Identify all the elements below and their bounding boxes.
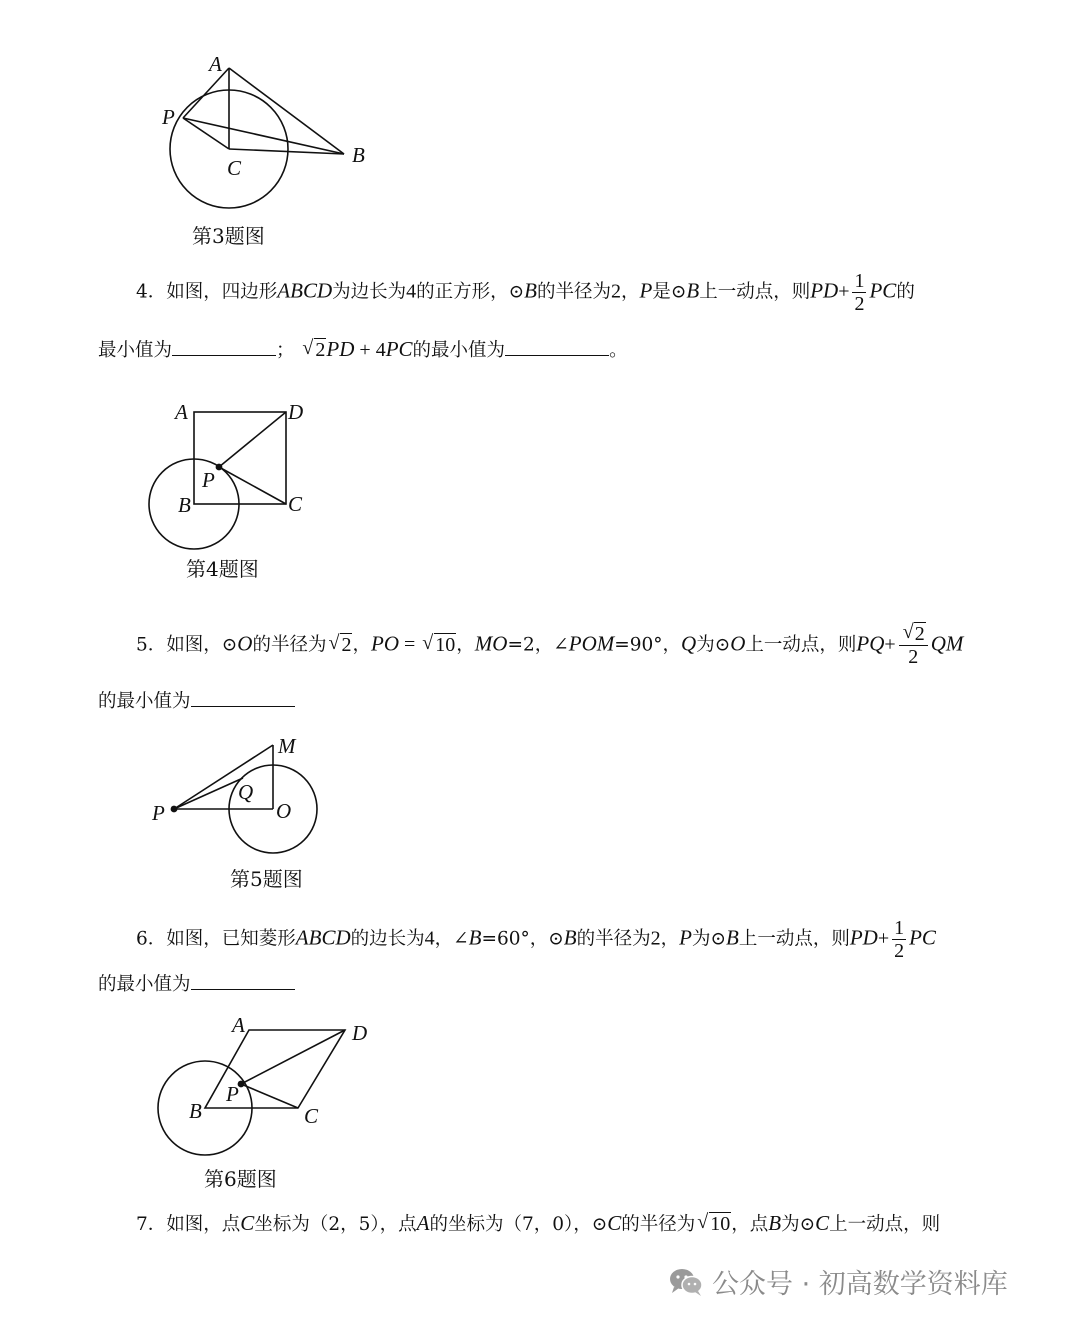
segment-ap [183, 68, 229, 118]
figure-4-caption: 第4题图 [186, 557, 259, 581]
label-p: P [162, 105, 175, 129]
figure-3 [150, 50, 380, 220]
label-a: A [209, 52, 222, 76]
label-c: C [227, 156, 242, 180]
label-c: C [304, 1104, 319, 1128]
answer-blank-5 [191, 706, 295, 707]
label-q: Q [238, 780, 254, 804]
label-b: B [352, 143, 365, 167]
label-p: P [226, 1082, 239, 1106]
label-a: A [175, 400, 188, 424]
question-6-line-2: 的最小值为 [98, 970, 295, 996]
question-5-line-2: 的最小值为 [98, 687, 295, 713]
sqrt-2: √ 2 [302, 337, 326, 361]
segment-pc [219, 467, 286, 504]
label-d: D [352, 1021, 368, 1045]
label-o: O [276, 799, 292, 823]
sqrt-10: √ 10 [422, 631, 456, 656]
figure-4 [140, 395, 340, 555]
sqrt-10: √ 10 [697, 1211, 731, 1235]
figure-5 [140, 730, 340, 860]
point-p [216, 464, 223, 471]
figure-5-caption: 第5题图 [230, 867, 303, 891]
figure-3-caption: 第3题图 [192, 224, 265, 248]
point-p [171, 806, 178, 813]
sqrt-2: √ 2 [328, 631, 352, 656]
fraction-half: $\frac{1}{2}$ [854, 270, 865, 315]
label-b: B [178, 493, 191, 517]
segment-pc [241, 1084, 298, 1108]
question-6-line-1: 6．如图，已知菱形ABCD的边长为4，∠B=60°，⊙B的半径为2，P为⊙B上一动点，则PD+ $\frac{1}{2}$ PC [136, 917, 936, 962]
segment-pm [174, 745, 273, 809]
question-7-line-1: 7．如图，点C坐标为（2，5），点A的坐标为（7，0），⊙C的半径为 √ 10，点B为⊙C上一动点，则 [136, 1211, 941, 1235]
figure-6 [150, 1010, 380, 1160]
wechat-logo-icon [668, 1267, 704, 1297]
question-4-line-1: 4．如图，四边形ABCD为边长为4的正方形，⊙B的半径为2，P是⊙B上一动点，则PD+ $\frac{1}{2}$ PC的 [136, 270, 915, 315]
label-m: M [278, 734, 296, 758]
question-5-line-1: 5．如图，⊙O的半径为 √ 2，PO = √ 10，MO=2，∠POM=90°，Q为⊙O上一动点，则PQ+ √ 2 2 QM [136, 621, 964, 668]
figure-6-caption: 第6题图 [204, 1167, 277, 1191]
segment-pd [219, 412, 286, 467]
answer-blank-4a [172, 355, 276, 356]
label-d: D [288, 400, 304, 424]
watermark-text: 公众号 · 初高数学资料库 [712, 1269, 1008, 1300]
label-p: P [152, 801, 165, 825]
answer-blank-6 [191, 989, 295, 990]
label-b: B [189, 1099, 202, 1123]
fraction-half: $\frac{1}{2}$ [894, 917, 905, 962]
label-a: A [232, 1013, 245, 1037]
label-c: C [288, 492, 303, 516]
fraction-sqrt2-over-2: √ 2 2 [899, 623, 928, 668]
label-p: P [202, 468, 215, 492]
answer-blank-4b [505, 355, 609, 356]
watermark [668, 1262, 1008, 1301]
question-4-line-2: 最小值为 ； √ 2PD + 4PC的最小值为 。 [98, 337, 628, 361]
